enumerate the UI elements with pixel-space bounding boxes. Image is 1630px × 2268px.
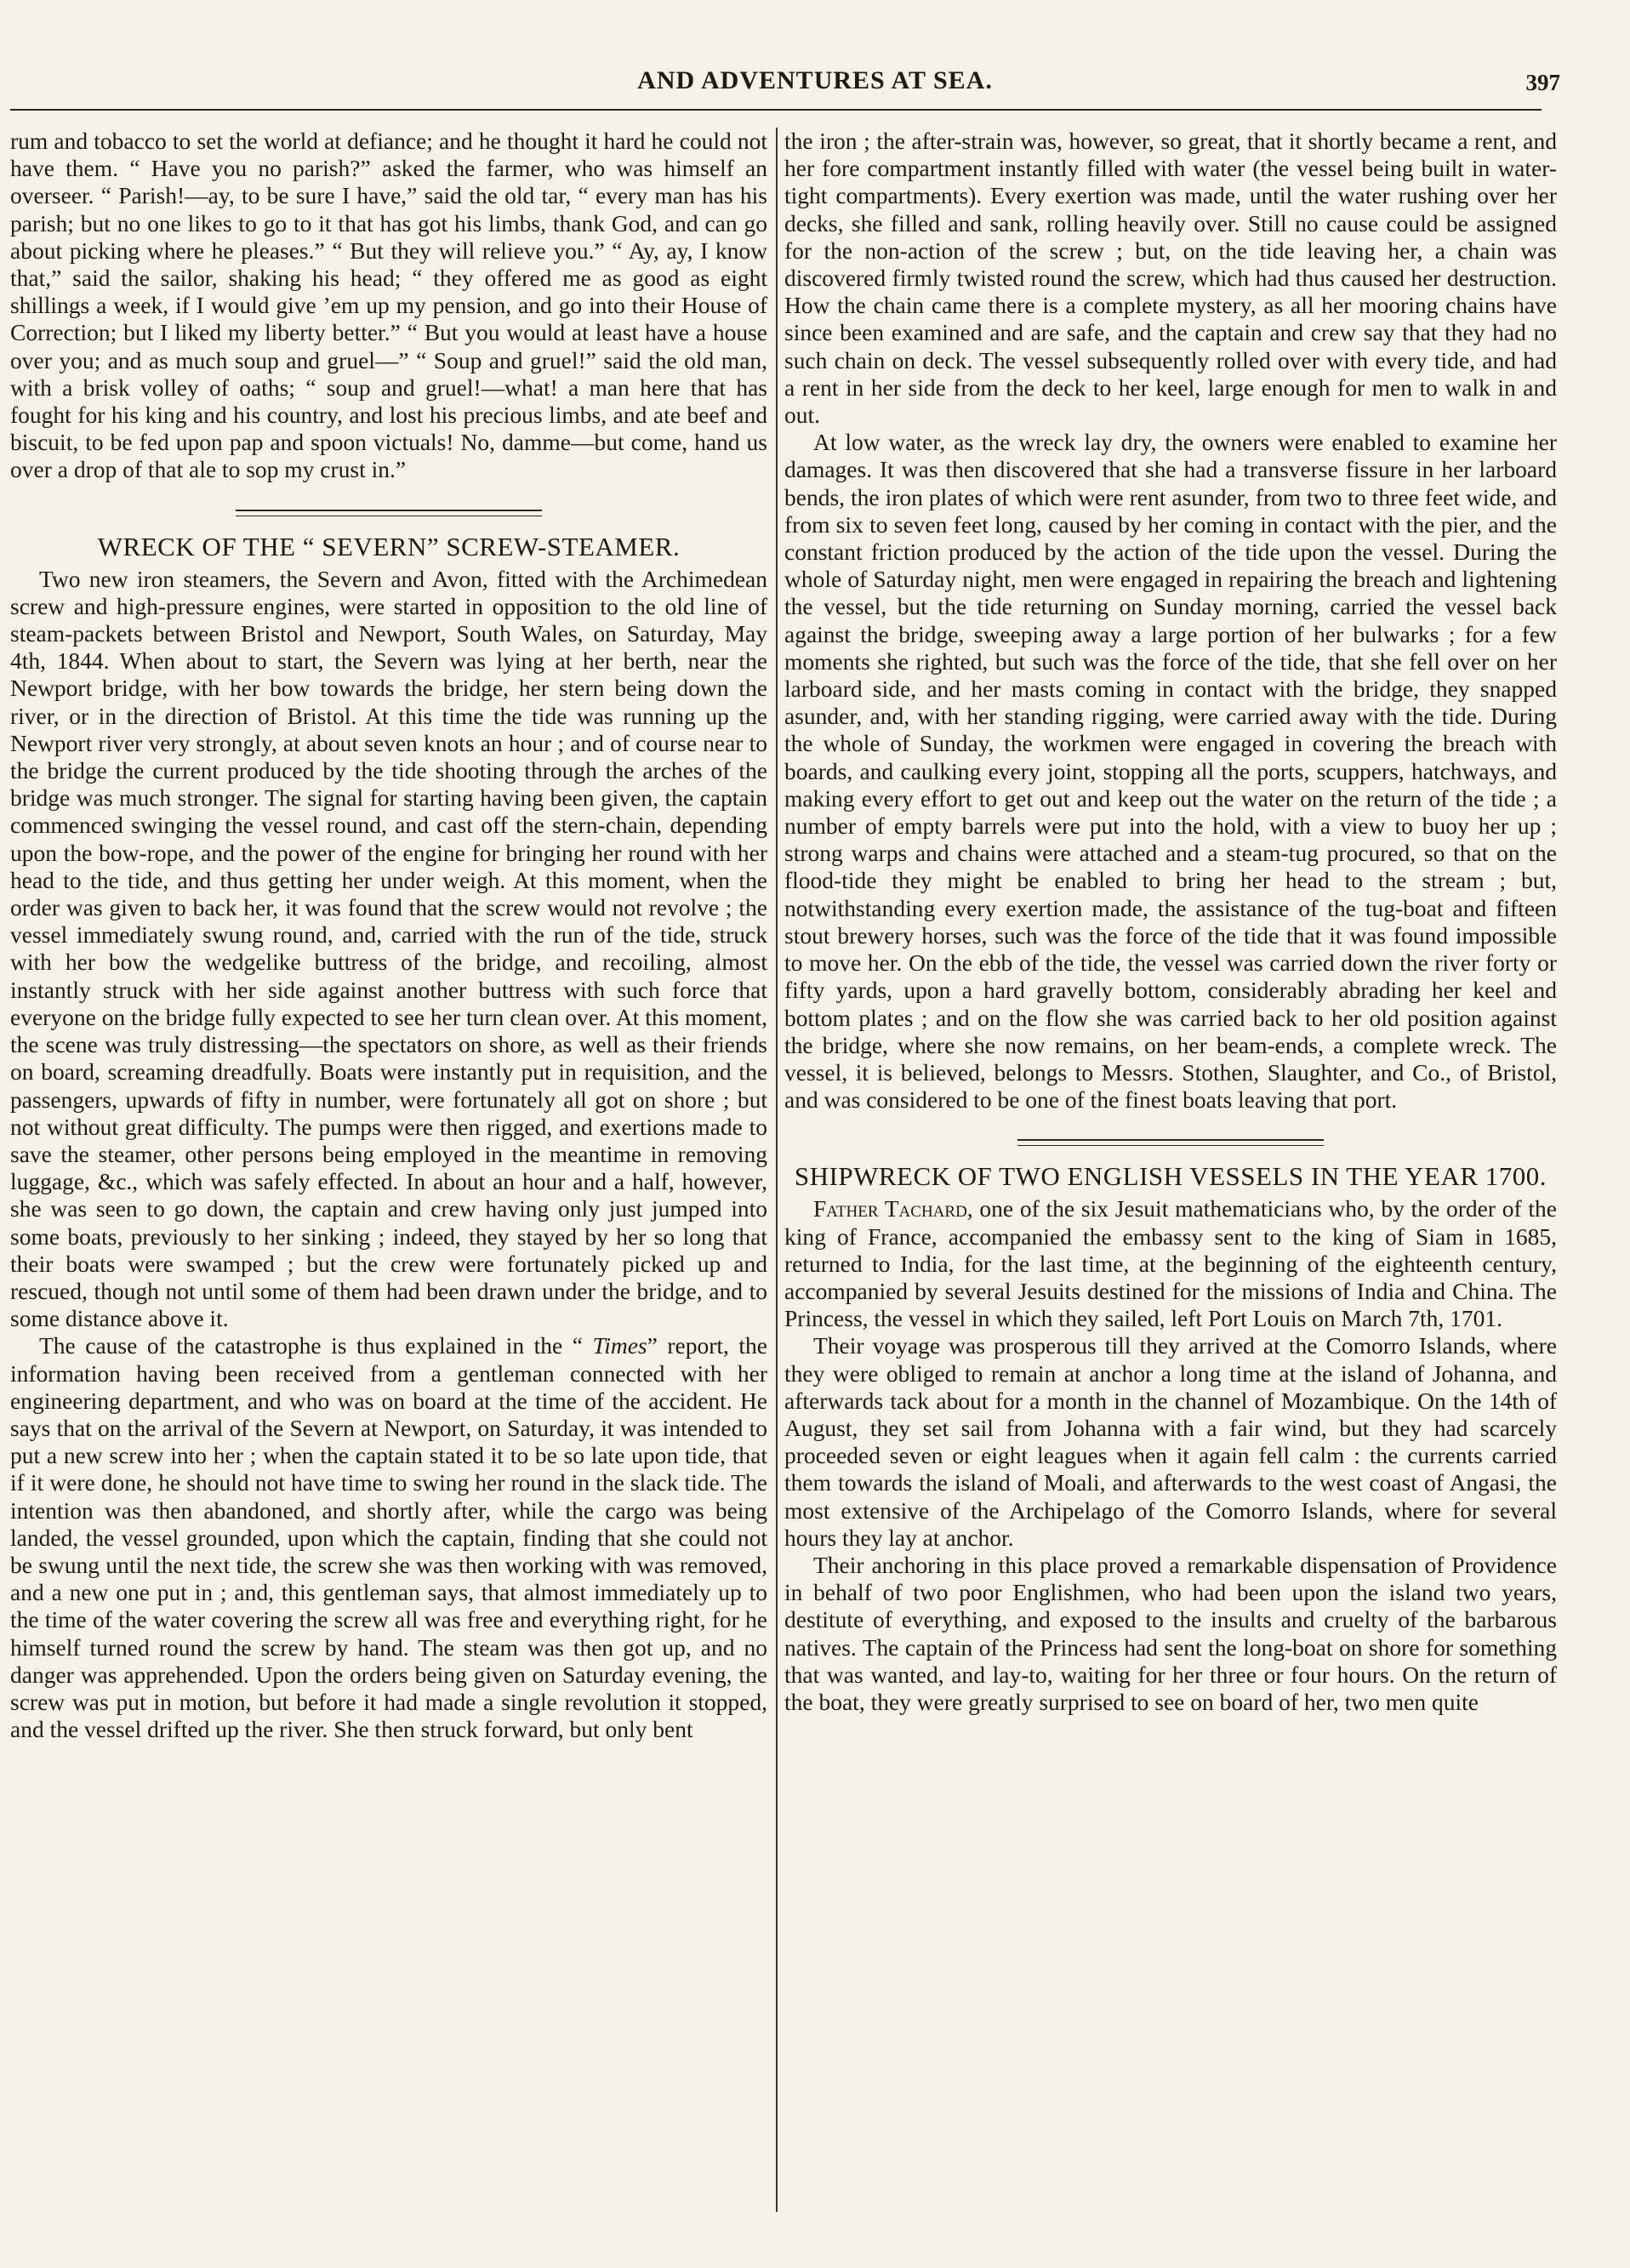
text-run: ” report, the information having been received from a gentleman connected with her engineering department, and who was on board at the time of the accident. He says that on the arrival of the Severn at Newport, on Saturday, it was intended to put a new screw into her ; when the captain stated it to be so late upon tide, that if it were done, he should not have time to swing her round in the slack tide. The intention was then abandoned, and shortly after, while the cargo was being landed, the vessel grounded, upon which the captain, finding that she could not be swung until the next tide, the screw she was then working with was removed, and a new one put in ; and, this gentleman says, that almost immediately up to the time of the water covering the screw all was free and everything right, for he himself turned round the screw by hand. The steam was then got up, and no danger was apprehended. Upon the orders being given on Saturday evening, the screw was put in motion, but before it had made a single revolution it stopped, and the vessel drifted up the river. She then struck forward, but only bent (10, 1332, 767, 1743)
paragraph: At low water, as the wreck lay dry, the owners were enabled to examine her damages. It was then discovered that she had a transverse fissure in her larboard bends, the iron plates of which were rent asunder, from two to three feet wide, and from six to seven feet long, caused by her coming in contact with the pier, and the constant friction produced by the action of the tide upon the vessel. During the whole of Saturday night, men were engaged in repairing the breach and lightening the vessel, but the tide returning on Sunday morning, carried the vessel back against the bridge, sweeping away a large portion of her bulwarks ; for a few moments she righted, but such was the force of the tide, that she fell over on her larboard side, and her masts coming in contact with the bridge, they snapped asunder, and, with her standing rigging, were carried away with the tide. During the whole of Sunday, the workmen were engaged in covering the breach with boards, and caulking every joint, stopping all the ports, scuppers, hatchways, and making every effort to get out and keep out the water on the return of the tide ; a number of empty barrels were put into the hold, with a view to buoy her up ; strong warps and chains were attached and a steam-tug procured, so that on the flood-tide they might be enabled to bring her head to the stream ; but, notwithstanding every exertion made, the assistance of the tug-boat and fifteen stout brewery horses, such was the force of the tide that it was found impossible to move her. On the ebb of the tide, the vessel was carried down the river forty or fifty yards, upon a hard gravelly bottom, considerably abrading her keel and bottom plates ; and on the flow she was carried back to her old position against the bridge, where she now remains, on her beam-ends, a complete wreck. The vessel, it is believed, belongs to Messrs. Stothen, Slaughter, and Co., of Bristol, and was considered to be one of the finest boats leaving that port. (784, 429, 1557, 1114)
running-head (0, 66, 1630, 100)
left-column (10, 128, 767, 2236)
article-heading-severn: WRECK OF THE “ SEVERN” SCREW-STEAMER. (97, 531, 681, 561)
lead-in-name: Father Tachard, (813, 1195, 973, 1222)
paragraph (10, 1332, 767, 1743)
section-separator (236, 510, 542, 516)
paragraph: Their voyage was prosperous till they arrived at the Comorro Islands, where they were obliged to remain at anchor a long time at the island of Johanna, and afterwards tack about for a month in the channel of Mozambique. On the 14th of August, they set sail from Johanna with a fair wind, but they had scarcely proceeded seven or eight leagues when it again fell calm : the currents carried them towards the island of Moali, and afterwards to the west coast of Angasi, the most extensive of the Archipelago of the Comorro Islands, where for several hours they lay at anchor. (784, 1332, 1557, 1551)
running-title: AND ADVENTURES AT SEA. (637, 66, 993, 94)
text-run: The cause of the catastrophe is thus explained in the “ (39, 1332, 593, 1359)
paragraph (784, 1195, 1557, 1332)
column-divider (776, 128, 778, 2212)
paragraph-continued: rum and tobacco to set the world at defiance; and he thought it hard he could not have them. “ Have you no parish?” asked the farmer, who was himself an overseer. “ Parish!—ay, to be sure I have,” said the old tar, “ every man has his parish; but no one likes to go to it that has got his limbs, thank God, and can go about picking where he pleases.” “ But they will relieve you.” “ Ay, ay, I know that,” said the sailor, shaking his head; “ they offered me as good as eight shillings a week, if I would give ’em up my pension, and go into their House of Correction; but I liked my liberty better.” “ But you would at least have a house over you; and as much soup and gruel—” “ Soup and gruel!” said the old man, with a brisk volley of oaths; “ soup and gruel!—what! a man here that has fought for his king and his country, and lost his precious limbs, and ate beef and biscuit, to be fed upon pap and spoon victuals! No, damme—but come, hand us over a drop of that ale to sop my crust in.” (10, 128, 767, 483)
article-heading-shipwreck: SHIPWRECK OF TWO ENGLISH VESSELS IN THE YEAR 1700. (794, 1161, 1547, 1192)
paragraph: Their anchoring in this place proved a remarkable dispensation of Providence in behalf of two poor Englishmen, who had been upon the island two years, destitute of everything, and exposed to the insults and cruelty of the barbarous natives. The captain of the Princess had sent the long-boat on shore for something that was wanted, and lay-to, waiting for her three or four hours. On the return of the boat, they were greatly surprised to see on board of her, two men quite (784, 1551, 1557, 1715)
newspaper-title: Times (592, 1332, 647, 1359)
text-run: one of the six Jesuit mathematicians who, by the order of the king of France, accompanied the embassy sent to the king of Siam in 1685, returned to India, for the last time, at the beginning of the eighteenth century, accompanied by several Jesuits destined for the missions of India and China. The Princess, the vessel in which they sailed, left Port Louis on March 7th, 1701. (784, 1195, 1557, 1332)
right-column (784, 128, 1557, 2236)
paragraph: Two new iron steamers, the Severn and Avon, fitted with the Archimedean screw and high-pressure engines, were started in opposition to the old line of steam-packets between Bristol and Newport, South Wales, on Saturday, May 4th, 1844. When about to start, the Severn was lying at her berth, near the Newport bridge, with her bow towards the bridge, her stern being down the river, or in the direction of Bristol. At this time the tide was running up the Newport river very strongly, at about seven knots an hour ; and of course near to the bridge the current produced by the tide shooting through the arches of the bridge was much stronger. The signal for starting having been given, the captain commenced swinging the vessel round, and cast off the stern-chain, depending upon the bow-rope, and the power of the engine for bringing her round with her head to the tide, and thus getting her under weigh. At this moment, when the order was given to back her, it was found that the screw would not revolve ; the vessel immediately swung round, and, carried with the run of the tide, struck with her bow the wedgelike buttress of the bridge, and recoiling, almost instantly struck with her side against another buttress with such force that everyone on the bridge fully expected to see her turn clean over. At this moment, the scene was truly distressing—the spectators on shore, as well as their friends on board, screaming dreadfully. Boats were instantly put in requisition, and the passengers, upwards of fifty in number, were fortunately all got on shore ; but not without great difficulty. The pumps were then rigged, and exertions made to save the steamer, other persons being employed in the meantime in removing luggage, &c., which was safely effected. In about an hour and a half, however, she was seen to go down, the captain and crew having only just jumped into some boats, previously to her sinking ; indeed, they stayed by her so long that their boats were swamped ; but the crew were fortunately picked up and rescued, though not until some of them had been drawn under the bridge, and to some distance above it. (10, 565, 767, 1332)
paragraph-continued: the iron ; the after-strain was, however, so great, that it shortly became a rent, and her fore compartment instantly filled with water (the vessel being built in water-tight compartments). Every exertion was made, until the water rushing over her decks, she filled and sank, rolling heavily over. Still no cause could be assigned for the non-action of the screw ; but, on the tide leaving her, a chain was discovered firmly twisted round the screw, which had thus caused her destruction. How the chain came there is a complete mystery, as all her mooring chains have since been examined and are safe, and the captain and crew say that they had no such chain on deck. The vessel subsequently rolled over with every tide, and had a rent in her side from the deck to her keel, large enough for men to walk in and out. (784, 128, 1557, 429)
page-number: 397 (1525, 70, 1560, 95)
header-rule (10, 109, 1542, 111)
section-separator (1017, 1139, 1324, 1146)
